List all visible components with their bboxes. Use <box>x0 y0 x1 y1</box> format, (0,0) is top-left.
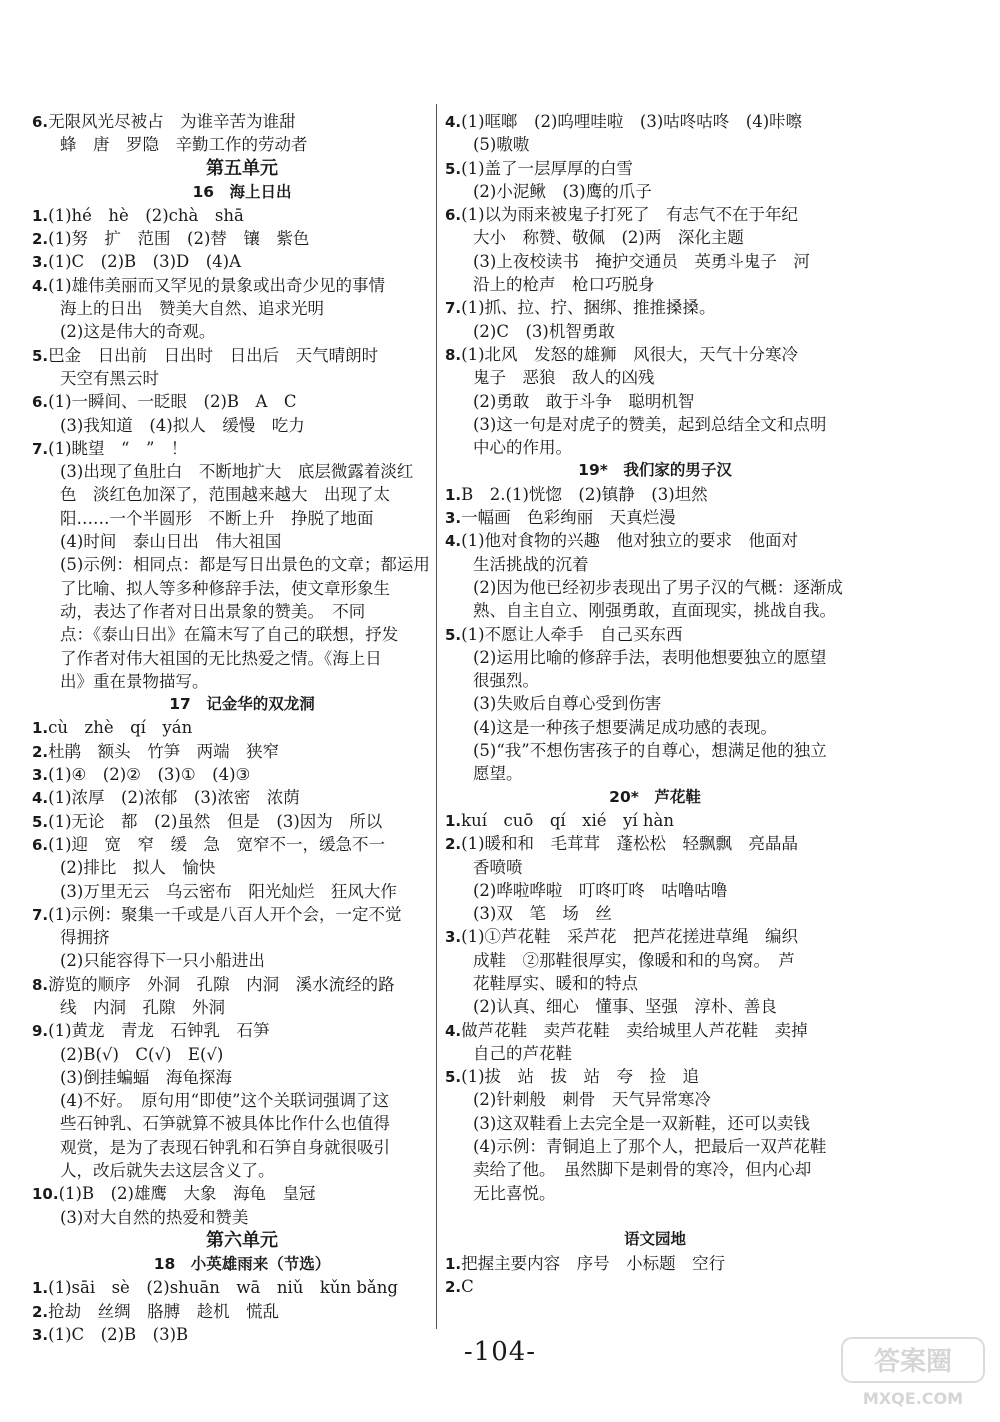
answer-text: 点：《泰山日出》在篇末写了自己的联想，抒发 <box>60 625 399 645</box>
answer-text: (1)盖了一层厚厚的白雪 <box>461 158 634 178</box>
item-number: 3. <box>32 253 49 272</box>
answer-text: 线 内洞 孔隙 外洞 <box>60 997 225 1017</box>
answer-text: 动，表达了作者对日出景象的赞美。 不同 <box>60 601 366 621</box>
lesson-title: 18 小英雄雨来（节选） <box>153 1254 331 1273</box>
answer-text: 观赏，是为了表现石钟乳和石笋自身就很吸引 <box>60 1137 390 1157</box>
answer-item <box>32 250 452 273</box>
answer-item <box>445 925 865 948</box>
answer-line <box>445 180 865 203</box>
item-number: 2. <box>445 1277 462 1296</box>
item-number: 1. <box>445 811 462 830</box>
answer-text: (1)④ (2)② (3)① (4)③ <box>48 765 251 785</box>
answer-text: (1)无论 都 (2)虽然 但是 (3)因为 所以 <box>48 811 383 831</box>
answer-item <box>445 343 865 366</box>
answer-text: (2)B(√) C(√) E(√) <box>60 1044 224 1064</box>
item-number: 5. <box>32 346 49 365</box>
item-number: 1. <box>445 485 462 504</box>
answer-line <box>445 762 865 785</box>
answer-text: (1)迎 宽 窄 缓 急 宽窄不一，缓急不一 <box>48 834 386 854</box>
answer-text: (2)只能容得下一只小船进出 <box>60 951 265 971</box>
answer-line <box>32 926 452 949</box>
answer-item <box>32 833 452 856</box>
answer-text: 花鞋厚实、暖和的特点 <box>473 973 638 993</box>
answer-line <box>445 133 865 156</box>
answer-text: (1)黄龙 青龙 石钟乳 石笋 <box>48 1021 270 1041</box>
answer-text: (5)“我”不想伤害孩子的自尊心，想满足他的独立 <box>473 741 827 761</box>
watermark-logo <box>838 1332 988 1412</box>
answer-text: 得拥挤 <box>60 928 110 948</box>
answer-line <box>32 1159 452 1182</box>
answer-text: (1)他对食物的兴趣 他对独立的要求 他面对 <box>461 531 799 551</box>
answer-line <box>32 1206 452 1229</box>
answer-text: (1)C (2)B (3)D (4)A <box>48 252 242 272</box>
watermark-top-text: 答案圈 <box>873 1347 953 1377</box>
answer-line <box>32 1089 452 1112</box>
answer-line <box>32 507 452 530</box>
answer-text: 海上的日出 赞美大自然、追求光明 <box>60 299 324 319</box>
answer-item <box>445 203 865 226</box>
answer-text: (1)雄伟美丽而又罕见的景象或出奇少见的事情 <box>48 275 386 295</box>
answer-text: (1)B (2)雄鹰 大象 海龟 皇冠 <box>58 1184 316 1204</box>
answer-item <box>445 110 865 133</box>
answer-text: (1)眺望 “ ” ！ <box>48 438 188 458</box>
answer-text: (3)出现了鱼肚白 不断地扩大 底层微露着淡红 <box>60 462 414 482</box>
item-number: 7. <box>32 439 49 458</box>
answer-text: 卖给了他。 虽然脚下是刺骨的寒冷，但内心却 <box>473 1160 812 1180</box>
answer-item <box>32 227 452 250</box>
answer-line <box>445 995 865 1018</box>
answer-text: (3)倒挂蝙蝠 海龟探海 <box>60 1067 232 1087</box>
item-number: 5. <box>445 159 462 178</box>
answer-line <box>32 460 452 483</box>
answer-text: 无比喜悦。 <box>473 1183 556 1203</box>
answer-text: (2)哗啦哗啦 叮咚叮咚 咕噜咕噜 <box>473 880 728 900</box>
item-number: 3. <box>445 509 462 528</box>
answer-line <box>32 553 452 576</box>
answer-text: (2)运用比喻的修辞手法，表明他想要独立的愿望 <box>473 647 827 667</box>
answer-line <box>445 1182 865 1205</box>
answer-item <box>32 204 452 227</box>
column-divider <box>436 104 437 1329</box>
answer-item <box>32 810 452 833</box>
answer-line <box>445 716 865 739</box>
answer-text: 杜鹃 额头 竹笋 两端 狭窄 <box>48 741 280 761</box>
answer-line <box>445 436 865 459</box>
item-number: 7. <box>445 299 462 318</box>
answer-line <box>445 576 865 599</box>
answer-item <box>32 973 452 996</box>
answer-text: 些石钟乳、石笋就算不被具体比作什么也值得 <box>60 1114 390 1134</box>
answer-text: (2)认真、细心 懂事、坚强 淳朴、善良 <box>473 997 777 1017</box>
item-number: 5. <box>32 812 49 831</box>
answer-line <box>445 1158 865 1181</box>
answer-text: 人，改后就失去这层含义了。 <box>60 1161 275 1181</box>
item-number: 4. <box>32 276 49 295</box>
answer-text: 熟、自主自立、刚强勇敢，直面现实，挑战自我。 <box>473 601 836 621</box>
answer-line <box>445 599 865 622</box>
answer-line <box>445 646 865 669</box>
answer-item <box>32 1276 452 1299</box>
answer-item <box>445 157 865 180</box>
answer-item <box>445 1065 865 1088</box>
item-number: 4. <box>32 789 49 808</box>
answer-item <box>445 1252 865 1275</box>
item-number: 8. <box>32 975 49 994</box>
answer-line <box>445 390 865 413</box>
answer-item <box>32 1019 452 1042</box>
answer-line <box>445 1088 865 1111</box>
answer-text: (1)C (2)B (3)B <box>48 1324 189 1344</box>
answer-text: (3)万里无云 乌云密布 阳光灿烂 狂风大作 <box>60 881 397 901</box>
left-column <box>32 110 452 1346</box>
answer-item <box>445 529 865 552</box>
lesson-title: 17 记金华的双龙洞 <box>169 695 315 714</box>
answer-item <box>32 786 452 809</box>
answer-line <box>32 670 452 693</box>
item-number: 6. <box>32 835 49 854</box>
answer-item <box>32 716 452 739</box>
answer-line <box>32 577 452 600</box>
answer-text: (1)不愿让人牵手 自己买东西 <box>461 624 683 644</box>
answer-line <box>32 133 452 156</box>
answer-text: C <box>461 1276 474 1296</box>
answer-text: (4)时间 泰山日出 伟大祖国 <box>60 532 282 552</box>
answer-line <box>32 414 452 437</box>
answer-text: (4)这是一种孩子想要满足成功感的表现。 <box>473 717 777 737</box>
answer-line <box>445 366 865 389</box>
answer-text: (2)C (3)机智勇敢 <box>473 321 615 341</box>
answer-text: (2)勇敢 敢于斗争 聪明机智 <box>473 391 695 411</box>
answer-item <box>32 1300 452 1323</box>
item-number: 1. <box>32 719 49 738</box>
answer-text: (3)这双鞋看上去完全是一双新鞋，还可以卖钱 <box>473 1113 810 1133</box>
answer-item <box>445 296 865 319</box>
item-number: 6. <box>32 393 49 412</box>
item-number: 4. <box>445 113 462 131</box>
answer-line <box>445 879 865 902</box>
answer-text: (3)对大自然的热爱和赞美 <box>60 1207 249 1227</box>
answer-text: 巴金 日出前 日出时 日出后 天气晴朗时 <box>48 345 379 365</box>
answer-text: 了比喻、拟人等多种修辞手法，使文章形象生 <box>60 578 390 598</box>
answer-item <box>32 390 452 413</box>
answer-line <box>32 600 452 623</box>
answer-line <box>32 367 452 390</box>
right-column <box>445 110 865 1298</box>
answer-line <box>445 856 865 879</box>
answer-text: 成鞋 ②那鞋很厚实，像暖和和的鸟窝。 芦 <box>473 950 795 970</box>
answer-text: (5)嗷嗷 <box>473 135 530 155</box>
answer-text: (1)北风 发怒的雄狮 风很大，天气十分寒冷 <box>461 344 799 364</box>
answer-line <box>32 880 452 903</box>
answer-line <box>32 623 452 646</box>
lesson-title: 16 海上日出 <box>192 182 292 201</box>
answer-item <box>32 110 452 133</box>
answer-text: 自己的芦花鞋 <box>473 1043 572 1063</box>
answer-text: B 2.(1)恍惚 (2)镇静 (3)坦然 <box>461 484 708 504</box>
answer-text: (3)双 笔 场 丝 <box>473 904 612 924</box>
unit-title: 第六单元 <box>206 1229 278 1251</box>
answer-item <box>445 506 865 529</box>
answer-text: (1)浓厚 (2)浓郁 (3)浓密 浓荫 <box>48 788 300 808</box>
answer-item <box>32 740 452 763</box>
answer-line <box>32 856 452 879</box>
answer-text: (2)这是伟大的奇观。 <box>60 322 216 342</box>
answer-item <box>32 437 452 460</box>
answer-line <box>32 949 452 972</box>
answer-text: (1)暖和和 毛茸茸 蓬松松 轻飘飘 亮晶晶 <box>461 834 799 854</box>
answer-line <box>32 647 452 670</box>
item-number: 1. <box>32 1279 49 1298</box>
item-number: 1. <box>445 1254 462 1273</box>
item-number: 3. <box>445 928 462 947</box>
answer-item <box>32 344 452 367</box>
answer-item <box>32 274 452 297</box>
answer-text: 阳……一个半圆形 不断上升 挣脱了地面 <box>60 508 374 528</box>
answer-line <box>445 949 865 972</box>
answer-line <box>445 273 865 296</box>
answer-text: kuí cuō qí xié yí hàn <box>461 810 674 830</box>
answer-line <box>445 692 865 715</box>
answer-text: 色 淡红色加深了，范围越来越大 出现了太 <box>60 485 390 505</box>
answer-text: (1)一瞬间、一眨眼 (2)B A C <box>48 392 297 412</box>
answer-text: 中心的作用。 <box>473 438 572 458</box>
answer-text: (1)哐啷 (2)呜哩哇啦 (3)咕咚咕咚 (4)咔嚓 <box>461 112 803 131</box>
answer-text: (2)排比 拟人 愉快 <box>60 858 216 878</box>
item-number: 2. <box>32 1302 49 1321</box>
answer-line <box>32 1043 452 1066</box>
answer-text: (1)以为雨来被鬼子打死了 有志气不在于年纪 <box>461 205 799 225</box>
answer-text: (1)①芦花鞋 采芦花 把芦花搓进草绳 编织 <box>461 927 799 947</box>
page-number: -104- <box>463 1337 537 1367</box>
answer-text: (1)hé hè (2)chà shā <box>48 205 244 225</box>
answer-item <box>32 1182 452 1205</box>
answer-text: (2)因为他已经初步表现出了男子汉的气概：逐渐成 <box>473 577 843 597</box>
answer-line <box>32 1066 452 1089</box>
item-number: 8. <box>445 345 462 364</box>
answer-text: 香喷喷 <box>473 857 523 877</box>
answer-item <box>32 763 452 786</box>
item-number: 5. <box>445 1068 462 1087</box>
item-number: 9. <box>32 1022 49 1041</box>
answer-line <box>445 669 865 692</box>
answer-item <box>445 1019 865 1042</box>
answer-line <box>445 972 865 995</box>
item-number: 4. <box>445 1021 462 1040</box>
answer-line <box>32 483 452 506</box>
item-number: 3. <box>32 1325 49 1344</box>
blank-line <box>445 1205 865 1228</box>
answer-text: (2)小泥鳅 (3)鹰的爪子 <box>473 181 652 201</box>
unit-title: 第五单元 <box>206 157 278 179</box>
answer-text: 沿上的枪声 枪口巧脱身 <box>473 275 655 295</box>
answer-text: (1)努 扩 范围 (2)替 镶 紫色 <box>48 229 310 249</box>
answer-line <box>445 250 865 273</box>
answer-text: 生活挑战的沉着 <box>473 554 589 574</box>
answer-text: 无限风光尽被占 为谁辛苦为谁甜 <box>48 112 296 131</box>
item-number: 2. <box>32 742 49 761</box>
answer-item <box>32 903 452 926</box>
answer-item <box>445 1275 865 1298</box>
answer-text: 很强烈。 <box>473 671 539 691</box>
answer-text: 鬼子 恶狼 敌人的凶残 <box>473 368 655 388</box>
answer-text: 了作者对伟大祖国的无比热爱之情。《海上日 <box>60 648 382 668</box>
answer-text: 做芦花鞋 卖芦花鞋 卖给城里人芦花鞋 卖掉 <box>461 1020 808 1040</box>
answer-text: (1)sāi sè (2)shuān wā niǔ kǔn bǎng <box>48 1278 398 1298</box>
answer-text: (3)这一句是对虎子的赞美，起到总结全文和点明 <box>473 414 827 434</box>
answer-text: (4)不好。 原句用“即使”这个关联词强调了这 <box>60 1091 389 1111</box>
answer-text: (1)示例：聚集一千或是八百人开个会，一定不觉 <box>48 904 402 924</box>
lesson-title: 19* 我们家的男子汉 <box>578 461 732 480</box>
answer-line <box>445 226 865 249</box>
answer-text: (5)示例：相同点：都是写日出景色的文章；都运用 <box>60 555 430 575</box>
watermark-bottom-text: MXQE.COM <box>862 1389 964 1408</box>
answer-line <box>445 739 865 762</box>
answer-item <box>445 832 865 855</box>
item-number: 10. <box>32 1185 59 1204</box>
item-number: 6. <box>32 113 49 131</box>
answer-text: 大小 称赞、敬佩 (2)两 深化主题 <box>473 228 744 248</box>
answer-text: 一幅画 色彩绚丽 天真烂漫 <box>461 508 676 528</box>
answer-text: (4)示例：青铜追上了那个人，把最后一双芦花鞋 <box>473 1137 827 1157</box>
item-number: 5. <box>445 625 462 644</box>
answer-text: (2)针刺般 刺骨 天气异常寒冷 <box>473 1090 711 1110</box>
answer-text: (1)拔 站 拔 站 夸 捡 追 <box>461 1067 700 1087</box>
item-number: 4. <box>445 532 462 551</box>
answer-line <box>445 1135 865 1158</box>
answer-text: 游览的顺序 外洞 孔隙 内洞 溪水流经的路 <box>48 974 395 994</box>
answer-text: 愿望。 <box>473 764 523 784</box>
answer-line <box>445 320 865 343</box>
answer-text: 出》重在景物描写。 <box>60 671 209 691</box>
answer-text: 抢劫 丝绸 胳膊 趁机 慌乱 <box>48 1301 280 1321</box>
answer-line <box>445 413 865 436</box>
answer-text: (3)上夜校读书 掩护交通员 英勇斗鬼子 河 <box>473 251 810 271</box>
answer-line <box>32 320 452 343</box>
answer-text: (1)抓、拉、拧、捆绑、推推搡搡。 <box>461 298 716 318</box>
answer-line <box>445 1112 865 1135</box>
item-number: 7. <box>32 905 49 924</box>
answer-line <box>32 530 452 553</box>
item-number: 6. <box>445 206 462 225</box>
answer-line <box>32 996 452 1019</box>
item-number: 2. <box>445 835 462 854</box>
answer-text: (3)我知道 (4)拟人 缓慢 吃力 <box>60 415 305 435</box>
answer-text: cù zhè qí yán <box>48 718 193 738</box>
lesson-title: 20* 芦花鞋 <box>609 787 701 806</box>
answer-text: (3)失败后自尊心受到伤害 <box>473 694 662 714</box>
answer-item <box>445 623 865 646</box>
answer-line <box>32 1112 452 1135</box>
item-number: 1. <box>32 206 49 225</box>
answer-line <box>32 297 452 320</box>
answer-item <box>445 483 865 506</box>
answer-line <box>445 553 865 576</box>
answer-item <box>445 809 865 832</box>
answer-line <box>445 1042 865 1065</box>
answer-text: 天空有黑云时 <box>60 368 159 388</box>
answer-line <box>445 902 865 925</box>
answer-line <box>32 1136 452 1159</box>
item-number: 2. <box>32 230 49 249</box>
answer-text: 蜂 唐 罗隐 辛勤工作的劳动者 <box>60 135 308 155</box>
lesson-title: 语文园地 <box>623 1230 686 1249</box>
answer-text: 把握主要内容 序号 小标题 空行 <box>461 1253 726 1273</box>
item-number: 3. <box>32 766 49 785</box>
